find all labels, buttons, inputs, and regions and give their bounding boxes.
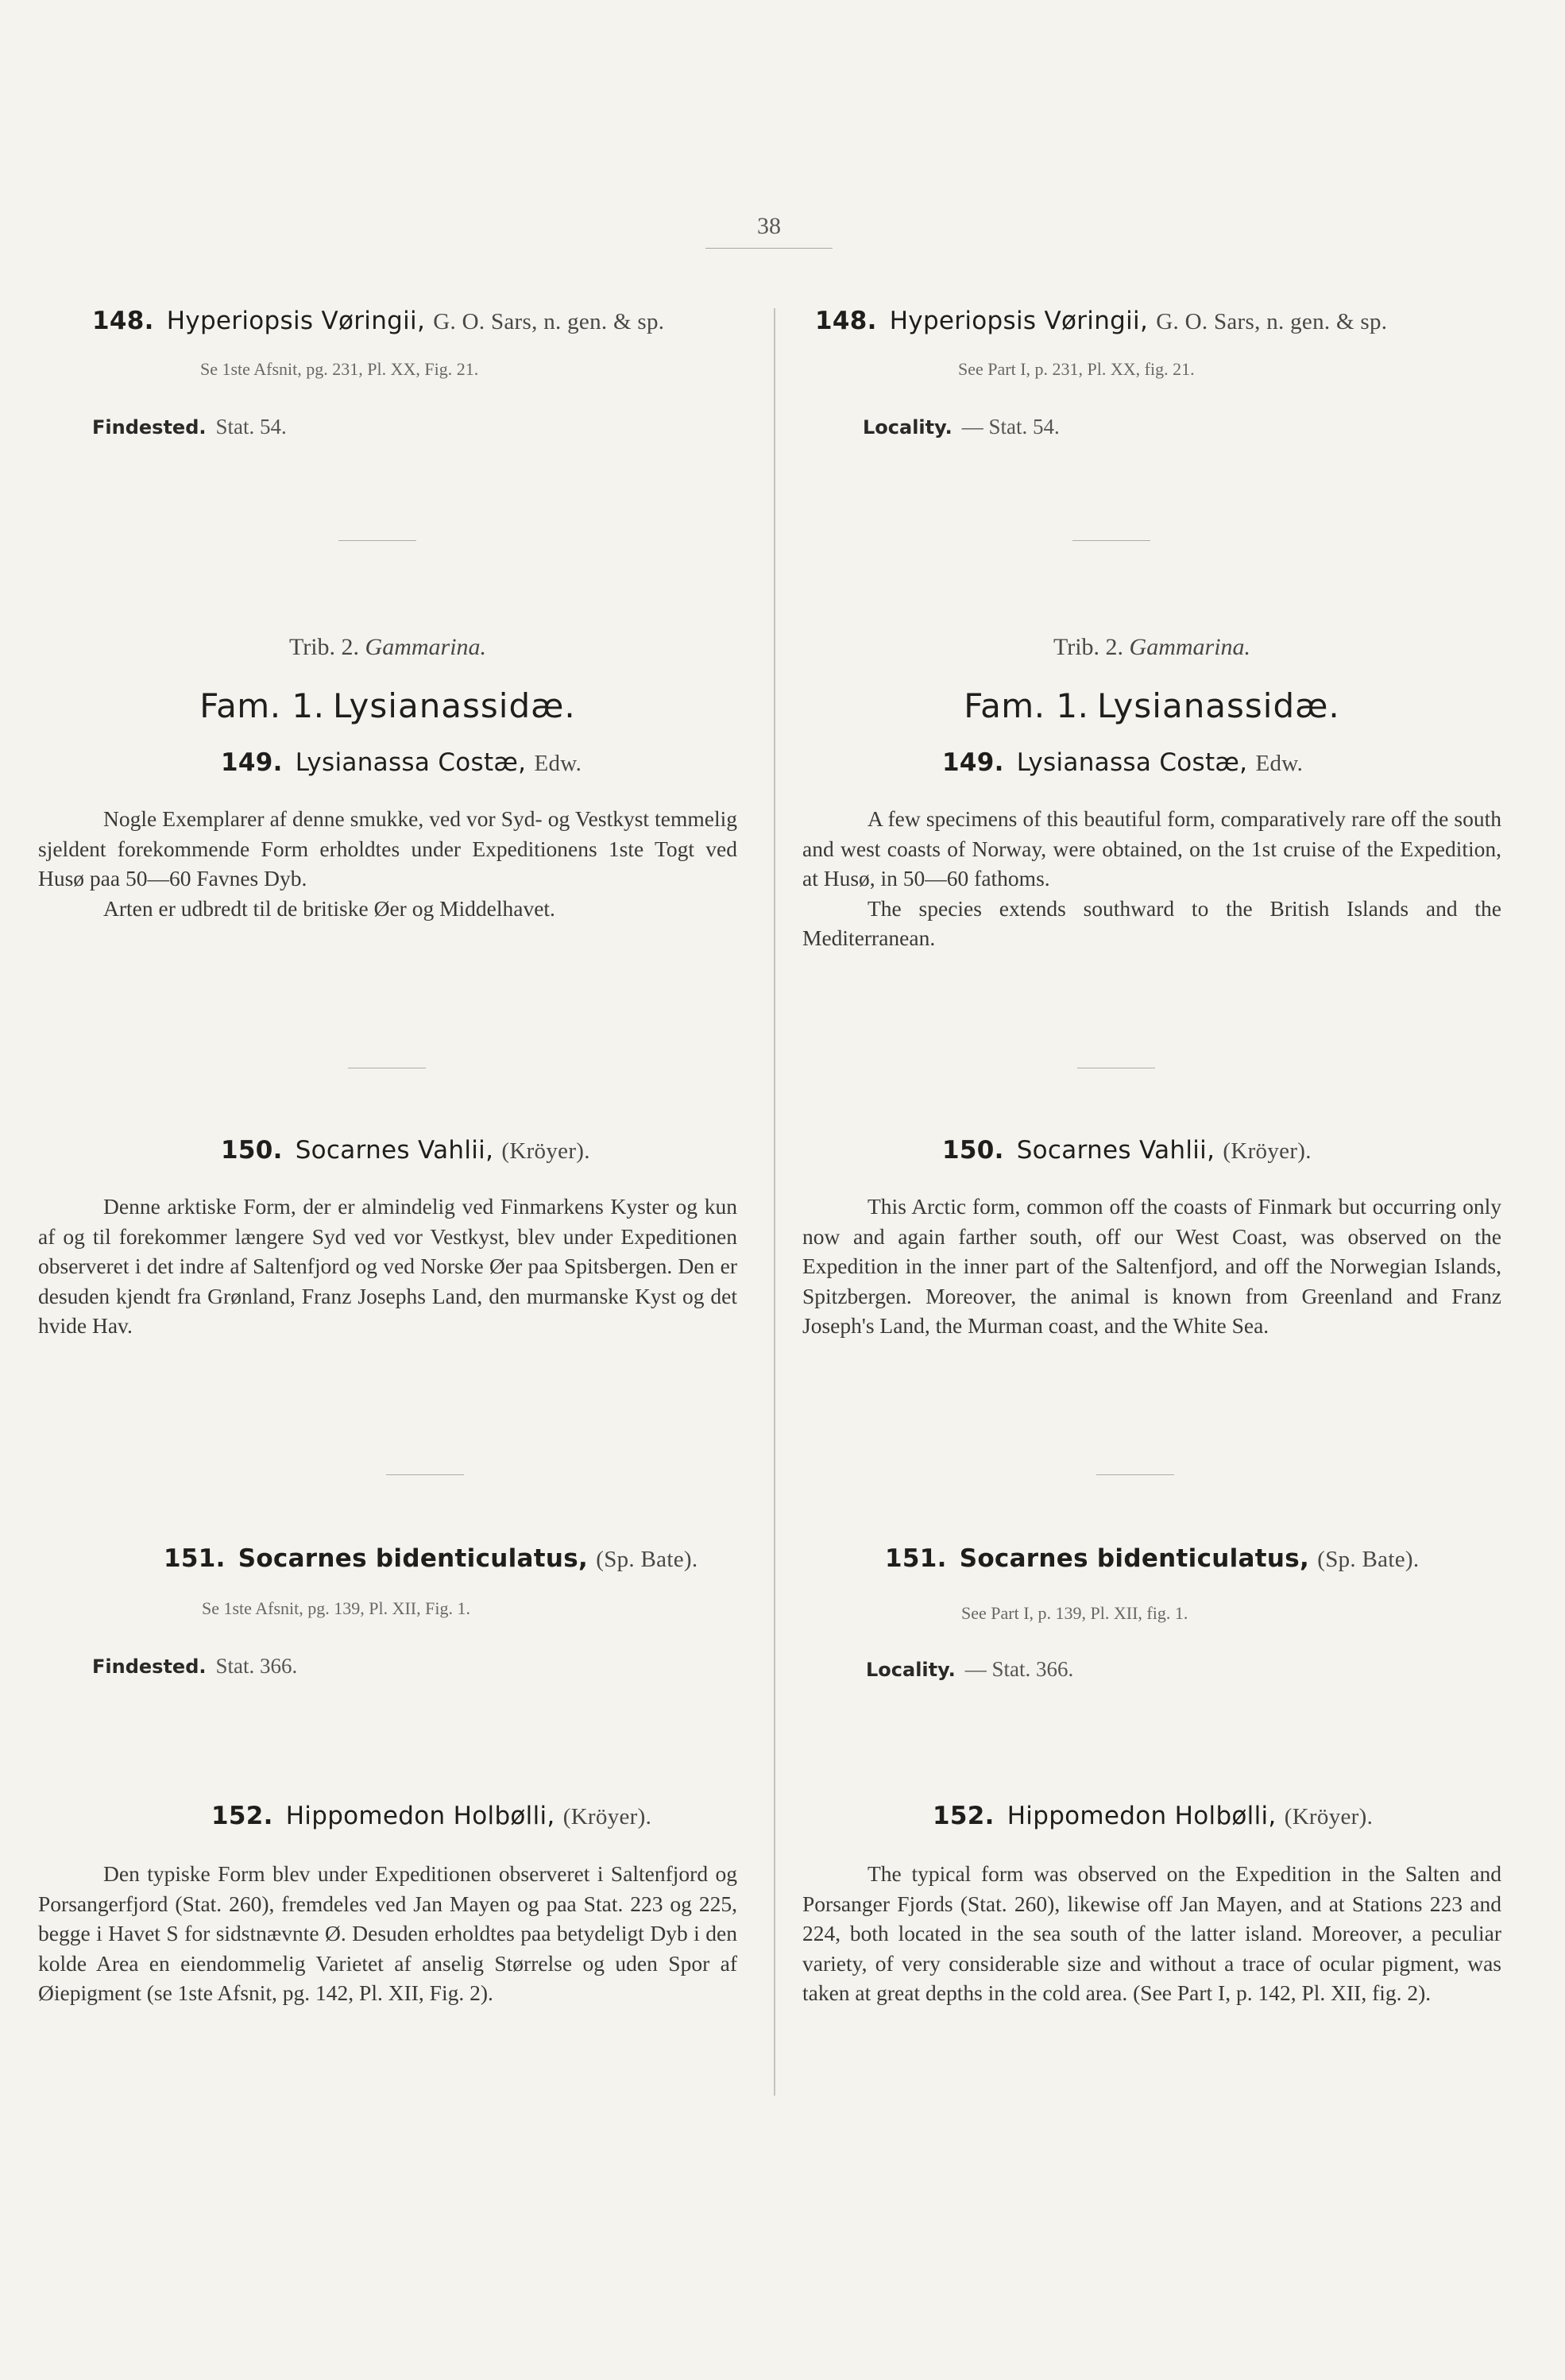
entry-148-heading [92,307,791,335]
species-name: Lysianassa Costæ, [1016,748,1248,777]
species-author: (Kröyer). [562,1804,652,1829]
tribe-heading [802,634,1501,661]
entry-148-reference: Se 1ste Afsnit, pg. 231, Pl. XX, Fig. 21. [200,359,479,379]
locality-label: Findested. [92,1656,207,1678]
species-author: Edw. [534,751,582,776]
entry-150-heading [221,1136,920,1165]
locality-value: Stat. 366. [215,1654,298,1678]
page-number-rule [705,248,833,249]
page-number: 38 [757,213,781,239]
entry-number: 151. [885,1544,947,1573]
entry-148-locality [92,415,791,439]
entry-149-heading [942,748,1565,777]
entry-151-heading [164,1544,863,1573]
species-name: Hyperiopsis Vøringii, [166,307,426,335]
entry-152-body [38,1859,737,2008]
family-name: Lysianassidæ. [1097,686,1340,725]
entry-number: 150. [942,1136,1004,1165]
family-heading [802,686,1501,726]
entry-151-heading [885,1544,1565,1573]
family-prefix: Fam. 1. [199,686,325,725]
separator-rule [1096,1474,1174,1475]
body-paragraph: Nogle Exemplarer af denne smukke, ved vor Syd- og Vestkyst temmelig sjeldent forekommende Form erholdtes under Expeditionens 1ste Togt ved Husø paa 50—60 Favnes Dyb. [38,806,737,891]
family-prefix: Fam. 1. [964,686,1089,725]
locality-label: Locality. [863,416,953,439]
entry-149-body [38,804,737,923]
locality-value: — Stat. 366. [964,1657,1074,1681]
family-name: Lysianassidæ. [333,686,576,725]
species-name: Socarnes bidenticulatus, [959,1544,1310,1573]
entry-number: 149. [942,748,1004,777]
body-paragraph: This Arctic form, common off the coasts of Finmark but occurring only now and again farther south, off our West Coast, was observed on the Expedition in the inner part of the Saltenfjord, and off the Norwegian Islands, Spitzbergen. Moreover, the animal is known from Greenland and Franz Joseph's Land, the Murman coast, and the White Sea. [802,1194,1501,1338]
entry-149-heading [221,748,920,777]
entry-number: 151. [164,1544,226,1573]
body-paragraph: Denne arktiske Form, der er almindelig ved Finmarkens Kyster og kun af og til forekommer længere Syd ved vor Vestkyst, blev under Expeditionen observeret i det indre af Saltenfjord og ved Norske Øer paa Spitsbergen. Den er desuden kjendt fra Grønland, Franz Josephs Land, den murmanske Kyst og det hvide Hav. [38,1194,737,1338]
locality-value: — Stat. 54. [961,415,1060,439]
entry-151-reference: See Part I, p. 139, Pl. XII, fig. 1. [961,1603,1188,1623]
species-author: Edw. [1255,751,1304,776]
entry-150-body [802,1192,1501,1341]
tribe-prefix: Trib. 2. [1053,634,1124,660]
body-paragraph: The species extends southward to the British Islands and the Mediterranean. [802,895,1501,950]
species-author: (Kröyer). [1284,1804,1374,1829]
tribe-name: Gammarina. [365,634,487,660]
locality-label: Findested. [92,416,207,439]
entry-151-reference: Se 1ste Afsnit, pg. 139, Pl. XII, Fig. 1. [202,1598,470,1618]
entry-148-heading [815,307,1514,335]
species-name: Socarnes bidenticulatus, [238,1544,589,1573]
entry-148-locality [863,415,1562,439]
species-name: Socarnes Vahlii, [1016,1136,1215,1165]
entry-number: 149. [221,748,283,777]
entry-151-locality [92,1654,791,1679]
locality-label: Locality. [866,1659,956,1681]
entry-148-reference: See Part I, p. 231, Pl. XX, fig. 21. [958,359,1195,379]
entry-number: 152. [933,1802,995,1830]
body-paragraph: Den typiske Form blev under Expeditionen observeret i Saltenfjord og Porsangerfjord (Stat. 260), fremdeles ved Jan Mayen og paa Stat. 223 og 225, begge i Havet S for sidstnævnte Ø. Desuden erholdtes paa betydeligt Dyb i den kolde Area en eiendommelig Varietet af anselig Størrelse og uden Spor af Øiepigment (se 1ste Afsnit, pg. 142, Pl. XII, Fig. 2). [38,1861,737,2005]
entry-152-body [802,1859,1501,2008]
tribe-heading [38,634,737,661]
species-author: G. O. Sars, n. gen. & sp. [433,309,665,334]
species-author: (Sp. Bate). [1317,1547,1420,1572]
species-name: Hippomedon Holbølli, [1007,1802,1277,1830]
tribe-name: Gammarina. [1129,634,1251,660]
species-author: (Sp. Bate). [596,1547,698,1572]
body-paragraph: The typical form was observed on the Expedition in the Salten and Porsanger Fjords (Stat. 260), likewise off Jan Mayen, and at Stations 223 and 224, both located in the sea south of the latter island. Moreover, a peculiar variety, of very considerable size and without a trace of ocular pigment, was taken at great depths in the cold area. (See Part I, p. 142, Pl. XII, fig. 2). [802,1861,1501,2005]
entry-152-heading [933,1802,1565,1830]
species-name: Socarnes Vahlii, [295,1136,494,1165]
entry-number: 148. [815,307,877,335]
separator-rule [338,540,416,541]
species-author: (Kröyer). [501,1138,590,1164]
tribe-prefix: Trib. 2. [288,634,360,660]
species-author: G. O. Sars, n. gen. & sp. [1156,309,1388,334]
body-paragraph: Arten er udbredt til de britiske Øer og Middelhavet. [103,895,555,921]
entry-150-body [38,1192,737,1341]
family-heading [38,686,737,726]
entry-150-heading [942,1136,1565,1165]
entry-149-body [802,804,1501,953]
entry-152-heading [211,1802,910,1830]
entry-151-locality [866,1657,1565,1682]
species-name: Hyperiopsis Vøringii, [889,307,1149,335]
entry-number: 152. [211,1802,273,1830]
entry-number: 150. [221,1136,283,1165]
species-author: (Kröyer). [1223,1138,1312,1164]
separator-rule [386,1474,464,1475]
species-name: Hippomedon Holbølli, [285,1802,555,1830]
separator-rule [1072,540,1150,541]
body-paragraph: A few specimens of this beautiful form, comparatively rare off the south and west coasts of Norway, were obtained, on the 1st cruise of the Expedition, at Husø, in 50—60 fathoms. [802,806,1501,891]
entry-number: 148. [92,307,154,335]
locality-value: Stat. 54. [215,415,287,439]
species-name: Lysianassa Costæ, [295,748,527,777]
